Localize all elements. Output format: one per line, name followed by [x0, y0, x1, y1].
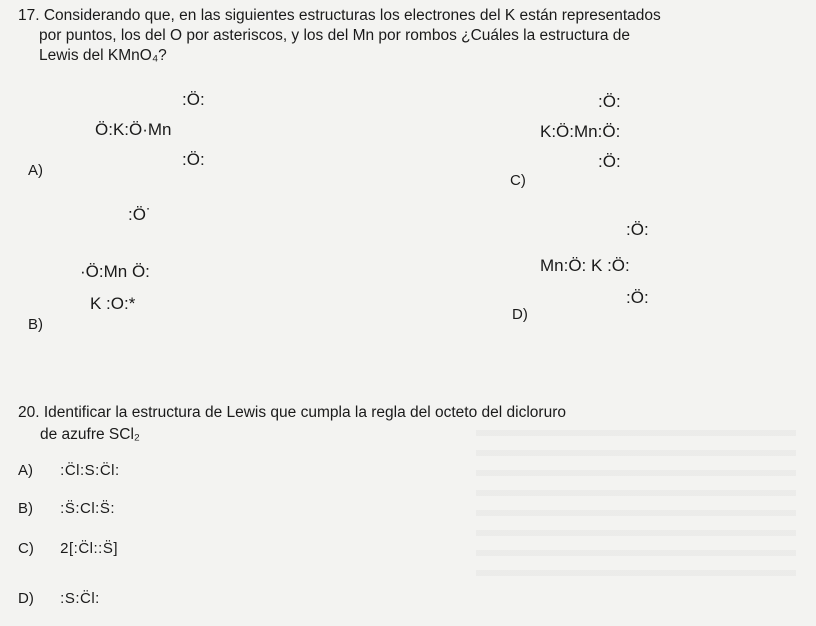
question-17-line-2: por puntos, los del O por asteriscos, y los del Mn por rombos ¿Cuáles la estructura de: [39, 27, 630, 44]
answer-a-structure: :C̈l:S:C̈l:: [60, 462, 120, 479]
question-20-line-2: de azufre SCl₂: [40, 426, 140, 443]
option-b-structure-bot: K :O:*: [90, 294, 136, 313]
option-c-label[interactable]: C): [510, 172, 526, 189]
option-d-label[interactable]: D): [512, 306, 528, 323]
answer-a[interactable]: [18, 462, 120, 479]
answer-d-label: D): [18, 590, 34, 607]
answer-c-structure: 2[:C̈l::S̈]: [60, 540, 119, 557]
option-c-structure-top: :Ö:: [598, 92, 621, 111]
faint-background-text: [476, 430, 796, 580]
answer-b[interactable]: [18, 500, 115, 517]
answer-d-structure: :S:C̈l:: [60, 590, 100, 607]
option-c-structure-mid: K:Ö:Mn:Ö:: [540, 122, 621, 141]
answer-c[interactable]: [18, 540, 118, 557]
question-20-line-1: 20. Identificar la estructura de Lewis que cumpla la regla del octeto del dicloruro: [18, 404, 566, 421]
answer-a-label: A): [18, 462, 33, 479]
option-d-structure-mid: Mn:Ö: K :Ö:: [540, 256, 630, 275]
option-a-label[interactable]: A): [28, 162, 43, 179]
option-b-structure-mid: ·Ö:Mn Ö:: [80, 262, 150, 281]
option-b-label[interactable]: B): [28, 316, 43, 333]
option-c-structure-bot: :Ö:: [598, 152, 621, 171]
answer-b-label: B): [18, 500, 33, 517]
answer-d[interactable]: [18, 590, 100, 607]
answer-b-structure: :S̈:Cl:S̈:: [60, 500, 116, 517]
question-20: [18, 402, 566, 446]
option-a-structure-mid: Ö:K:Ö·Mn: [95, 120, 172, 139]
question-17-line-1: 17. Considerando que, en las siguientes estructuras los electrones del K están representados: [18, 7, 661, 24]
option-d-structure-bot: :Ö:: [626, 288, 649, 307]
question-17-line-3: Lewis del KMnO₄?: [39, 47, 167, 64]
answer-c-label: C): [18, 540, 34, 557]
option-b-structure-top: :Ö˙: [128, 205, 152, 224]
option-d-structure-top: :Ö:: [626, 220, 649, 239]
question-17: [18, 6, 808, 66]
option-a-structure-top: :Ö:: [182, 90, 205, 109]
option-a-structure-bot: :Ö:: [182, 150, 205, 169]
